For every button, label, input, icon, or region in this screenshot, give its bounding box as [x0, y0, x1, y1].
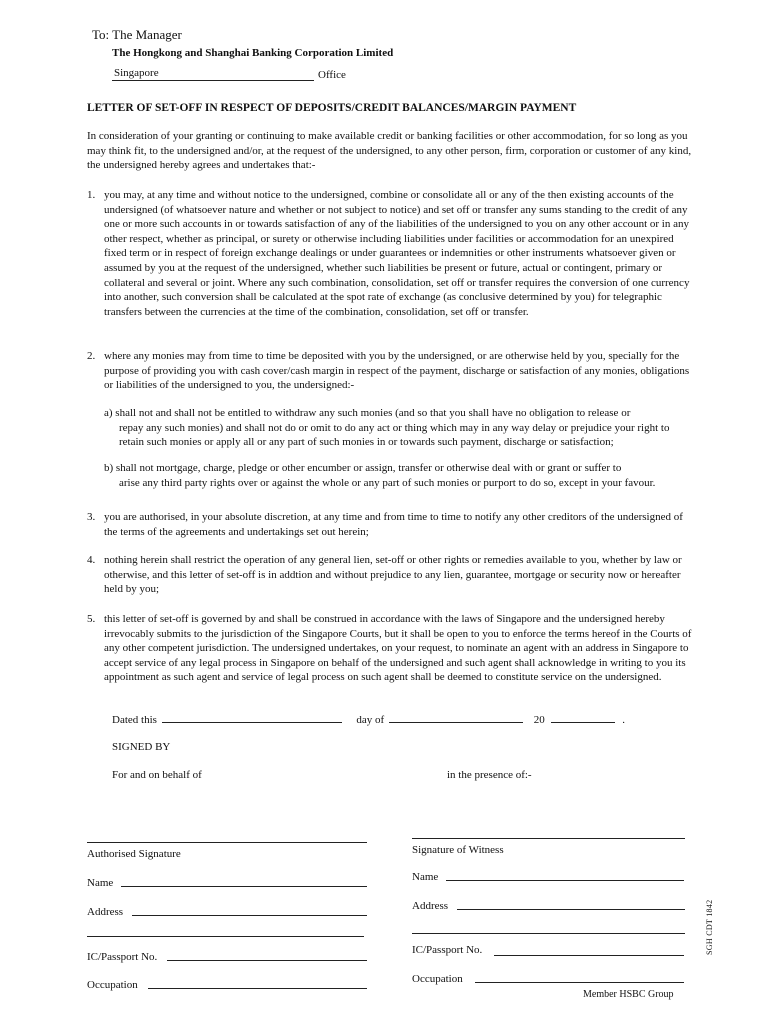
- ic-passport-label: IC/Passport No.: [87, 951, 158, 963]
- clause-5: [87, 612, 697, 685]
- footer-member-group: Member HSBC Group: [583, 989, 674, 1000]
- clause-3: [87, 510, 697, 539]
- clause-text: you are authorised, in your absolute discretion, at any time and from time to time to notify any other creditors of the undersigned of the terms of the agreements and undertakings set out herein;: [104, 511, 683, 538]
- name-label: Name: [87, 877, 114, 889]
- clause-text: this letter of set-off is governed by and shall be construed in accordance with the laws of Singapore and the undersigned hereby irrevocably submits to the jurisdiction of the Singapore Courts, but it shall be open to you to enforce the terms hereof in the Courts of any other competent jurisdiction. The undersigned undertakes, on your request, to nominate an agent with an address in Singapore to accept service of any legal process in Singapore on behalf of the undersigned and such agent shall acknowledge in writing to you its appointment as such agent and service of legal process on such agent shall be deemed to constitute service on the undersigned.: [104, 613, 692, 684]
- dated-this-label: Dated this: [112, 714, 157, 726]
- clause-number: 3.: [87, 511, 96, 523]
- date-field[interactable]: [162, 711, 342, 723]
- dated-period: .: [622, 714, 625, 726]
- witness-occupation-field[interactable]: [475, 982, 684, 983]
- witness-signature-label: Signature of Witness: [412, 844, 504, 856]
- form-code: SGH CDT 1842: [705, 899, 714, 955]
- witness-name-field[interactable]: [446, 880, 684, 881]
- subclause-rest: arise any third party rights over or against the whole or any part of such monies or purport to do so, except in your favour.: [119, 476, 656, 489]
- witness-ic-passport-field[interactable]: [494, 955, 684, 956]
- ic-passport-field[interactable]: [167, 960, 367, 961]
- office-label: Office: [318, 69, 346, 81]
- subclause-first-line: a) shall not and shall not be entitled to withdraw any such monies (and so that you shall have no obligation to release or: [104, 407, 631, 419]
- clause-text: nothing herein shall restrict the operation of any general lien, set-off or other rights or remedies available to you, whether by law or otherwise, and this letter of set-off is in addtion and without prejudice to any lien, guarantee, mortgage or security now or hereafter held by you;: [104, 554, 682, 596]
- bank-name: The Hongkong and Shanghai Banking Corporation Limited: [112, 47, 394, 59]
- clause-text: you may, at any time and without notice to the undersigned, combine or consolidate all or any of the then existing accounts of the undersigned (of whatsoever nature and whether or not subject to notice) and set off or transfer any sums standing to the credit of any one or more such accounts in or towards satisfaction of any of the liabilities of the undersigned to you on any other account or in any other respect, whether as principal, or surety or otherwise including liabilities under facilities or accommodation for an unexpired fixed term or in respect of foreign exchange dealings or under guarantees or indemnities or other instruments whatsoever given or assumed by you at the request of the undersigned, whether such liabilities be present or future, actual or contingent, primary or collateral and several or joint. Where any such combination, consolidation, set off or transfer requires the conversion of one currency into another, such conversion shall be calculated at the spot rate of exchange (as conclusive determined by you) for telegraphic transfers between the currencies at the time of the combination, consolidation, set off or transfer.: [104, 189, 690, 318]
- authorised-signature-label: Authorised Signature: [87, 848, 181, 860]
- clause-number: 2.: [87, 350, 96, 362]
- subclause-a: [104, 406, 694, 450]
- clause-2: [87, 349, 697, 393]
- clause-text: where any monies may from time to time be deposited with you by the undersigned, or are otherwise held by you, specially for the purpose of providing you with cash cover/cash margin in respect of the payment, discharge or satisfaction of any monies, obligations or liabilities of the undersigned to you, the undersigned:-: [104, 350, 690, 392]
- name-field[interactable]: [121, 886, 367, 887]
- witness-occupation-label: Occupation: [412, 973, 463, 985]
- clause-4: [87, 553, 697, 597]
- document-title: LETTER OF SET-OFF IN RESPECT OF DEPOSITS/CREDIT BALANCES/MARGIN PAYMENT: [87, 102, 577, 114]
- witness-signature-line[interactable]: [412, 838, 685, 839]
- subclause-first-line: b) shall not mortgage, charge, pledge or other encumber or assign, transfer or otherwise deal with or grant or suffer to: [104, 462, 622, 474]
- signed-by-label: SIGNED BY: [112, 741, 171, 753]
- witness-address-field[interactable]: [457, 909, 685, 910]
- subclause-rest: repay any such monies) and shall not do or omit to do any act or thing which may in any way delay or prejudice your right to retain such monies or apply all or any part of such monies in or towards such payment, discharge or satisfaction;: [119, 421, 670, 449]
- day-of-label: day of: [356, 714, 385, 726]
- occupation-label: Occupation: [87, 979, 138, 991]
- addressee-line: To: The Manager: [92, 27, 182, 42]
- witness-address-label: Address: [412, 900, 449, 912]
- clause-number: 1.: [87, 189, 96, 201]
- intro-paragraph: In consideration of your granting or continuing to make available credit or banking facilities or other accommodation, for so long as you may think fit, to the undersigned and/or, at the request of the undersigned, to any other person, firm, corporation or customer of any kind, the undersigned hereby agrees and undertakes that:-: [87, 130, 692, 172]
- office-field[interactable]: [112, 66, 314, 81]
- clause-1: [87, 188, 697, 319]
- year-field[interactable]: [551, 711, 615, 723]
- dated-line: [112, 711, 625, 728]
- year-prefix: 20: [533, 714, 545, 726]
- clause-number: 4.: [87, 554, 96, 566]
- witness-ic-passport-label: IC/Passport No.: [412, 944, 483, 956]
- address-field[interactable]: [132, 915, 367, 916]
- address-label: Address: [87, 906, 124, 918]
- office-value: Singapore: [114, 67, 159, 79]
- address-field-line-2[interactable]: [87, 936, 364, 937]
- authorised-signature-line[interactable]: [87, 842, 367, 843]
- occupation-field[interactable]: [148, 988, 367, 989]
- witness-address-field-line-2[interactable]: [412, 933, 685, 934]
- in-presence-label: in the presence of:-: [447, 769, 532, 781]
- clause-number: 5.: [87, 613, 96, 625]
- for-behalf-label: For and on behalf of: [112, 769, 202, 781]
- witness-name-label: Name: [412, 871, 439, 883]
- subclause-b: [104, 461, 694, 490]
- month-field[interactable]: [389, 711, 523, 723]
